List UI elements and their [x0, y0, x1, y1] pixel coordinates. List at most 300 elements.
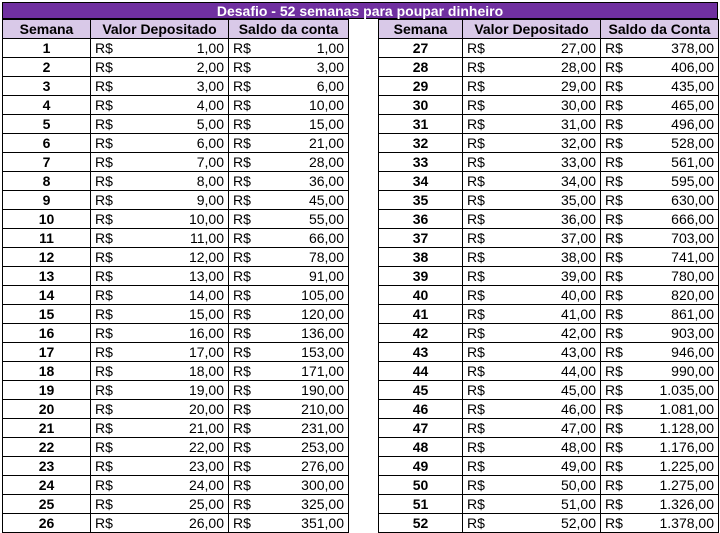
balance-amount: 253,00 — [301, 438, 344, 455]
deposit-amount: 51,00 — [560, 495, 596, 512]
deposit-cell — [91, 362, 229, 381]
table-row — [379, 305, 719, 324]
deposit-amount: 14,00 — [188, 286, 224, 303]
deposit-amount: 6,00 — [196, 134, 224, 151]
table-row — [3, 191, 349, 210]
currency-symbol: R$ — [95, 153, 113, 170]
deposit-amount: 49,00 — [560, 457, 596, 474]
currency-symbol: R$ — [605, 58, 623, 75]
week-number: 43 — [379, 343, 463, 362]
week-number: 8 — [3, 172, 91, 191]
week-number: 16 — [3, 324, 91, 343]
currency-symbol: R$ — [467, 400, 485, 417]
balance-cell — [229, 495, 349, 514]
balance-amount: 703,00 — [671, 229, 714, 246]
week-number: 5 — [3, 115, 91, 134]
balance-amount: 3,00 — [316, 58, 344, 75]
balance-amount: 300,00 — [301, 476, 344, 493]
deposit-cell — [463, 248, 601, 267]
week-number: 37 — [379, 229, 463, 248]
currency-symbol: R$ — [95, 305, 113, 322]
currency-symbol: R$ — [95, 267, 113, 284]
currency-symbol: R$ — [605, 419, 623, 436]
column-header-deposit: Valor Depositado — [91, 20, 229, 39]
balance-amount: 1.275,00 — [659, 476, 714, 493]
currency-symbol: R$ — [605, 172, 623, 189]
balance-cell — [601, 362, 719, 381]
week-number: 41 — [379, 305, 463, 324]
balance-amount: 10,00 — [308, 96, 344, 113]
week-number: 42 — [379, 324, 463, 343]
deposit-cell — [91, 286, 229, 305]
balance-cell — [601, 77, 719, 96]
deposit-amount: 17,00 — [188, 343, 224, 360]
deposit-amount: 28,00 — [560, 58, 596, 75]
balance-cell — [601, 172, 719, 191]
deposit-amount: 27,00 — [560, 39, 596, 56]
balance-cell — [601, 438, 719, 457]
currency-symbol: R$ — [467, 324, 485, 341]
deposit-cell — [463, 134, 601, 153]
deposit-cell — [463, 115, 601, 134]
week-number: 6 — [3, 134, 91, 153]
currency-symbol: R$ — [233, 172, 251, 189]
currency-symbol: R$ — [95, 191, 113, 208]
week-number: 33 — [379, 153, 463, 172]
deposit-amount: 10,00 — [188, 210, 224, 227]
deposit-amount: 29,00 — [560, 77, 596, 94]
balance-cell — [229, 362, 349, 381]
deposit-amount: 2,00 — [196, 58, 224, 75]
currency-symbol: R$ — [605, 381, 623, 398]
currency-symbol: R$ — [233, 286, 251, 303]
week-number: 17 — [3, 343, 91, 362]
table-row — [379, 343, 719, 362]
table-row — [3, 210, 349, 229]
deposit-cell — [463, 267, 601, 286]
deposit-cell — [463, 153, 601, 172]
table-row — [379, 39, 719, 58]
currency-symbol: R$ — [605, 362, 623, 379]
week-number: 48 — [379, 438, 463, 457]
table-row — [3, 134, 349, 153]
week-number: 21 — [3, 419, 91, 438]
deposit-amount: 11,00 — [190, 229, 224, 246]
balance-amount: 903,00 — [671, 324, 714, 341]
currency-symbol: R$ — [467, 191, 485, 208]
table-row — [379, 476, 719, 495]
table-row — [379, 77, 719, 96]
balance-cell — [601, 134, 719, 153]
balance-cell — [229, 419, 349, 438]
currency-symbol: R$ — [467, 514, 485, 531]
balance-amount: 1.176,00 — [659, 438, 714, 455]
deposit-cell — [91, 58, 229, 77]
deposit-amount: 32,00 — [560, 134, 596, 151]
deposit-cell — [91, 381, 229, 400]
deposit-cell — [91, 495, 229, 514]
currency-symbol: R$ — [605, 39, 623, 56]
currency-symbol: R$ — [605, 438, 623, 455]
deposit-cell — [91, 39, 229, 58]
currency-symbol: R$ — [467, 172, 485, 189]
currency-symbol: R$ — [605, 77, 623, 94]
table-row — [3, 39, 349, 58]
deposit-cell — [463, 191, 601, 210]
deposit-amount: 33,00 — [560, 153, 596, 170]
deposit-cell — [91, 457, 229, 476]
currency-symbol: R$ — [467, 58, 485, 75]
currency-symbol: R$ — [233, 457, 251, 474]
balance-amount: 1.035,00 — [659, 381, 714, 398]
table-row — [379, 58, 719, 77]
balance-cell — [601, 286, 719, 305]
currency-symbol: R$ — [467, 476, 485, 493]
balance-cell — [229, 381, 349, 400]
currency-symbol: R$ — [233, 39, 251, 56]
table-row — [379, 362, 719, 381]
deposit-amount: 42,00 — [560, 324, 596, 341]
balance-amount: 861,00 — [671, 305, 714, 322]
deposit-cell — [91, 115, 229, 134]
deposit-amount: 26,00 — [188, 514, 224, 531]
left-table-body — [3, 39, 349, 533]
table-row — [3, 362, 349, 381]
week-number: 36 — [379, 210, 463, 229]
table-row — [379, 248, 719, 267]
table-row — [3, 96, 349, 115]
balance-cell — [601, 457, 719, 476]
balance-cell — [229, 115, 349, 134]
deposit-cell — [463, 305, 601, 324]
currency-symbol: R$ — [233, 77, 251, 94]
currency-symbol: R$ — [233, 381, 251, 398]
deposit-amount: 39,00 — [560, 267, 596, 284]
balance-cell — [229, 324, 349, 343]
table-row — [3, 514, 349, 533]
deposit-amount: 34,00 — [560, 172, 596, 189]
deposit-cell — [463, 514, 601, 533]
week-number: 11 — [3, 229, 91, 248]
currency-symbol: R$ — [467, 229, 485, 246]
table-row — [379, 267, 719, 286]
currency-symbol: R$ — [233, 476, 251, 493]
balance-amount: 276,00 — [301, 457, 344, 474]
currency-symbol: R$ — [233, 343, 251, 360]
week-number: 13 — [3, 267, 91, 286]
balance-cell — [601, 39, 719, 58]
currency-symbol: R$ — [605, 96, 623, 113]
currency-symbol: R$ — [605, 476, 623, 493]
currency-symbol: R$ — [233, 324, 251, 341]
table-row — [3, 267, 349, 286]
balance-cell — [601, 248, 719, 267]
currency-symbol: R$ — [95, 400, 113, 417]
balance-cell — [601, 210, 719, 229]
week-number: 23 — [3, 457, 91, 476]
balance-cell — [601, 58, 719, 77]
table-row — [379, 495, 719, 514]
week-number: 7 — [3, 153, 91, 172]
currency-symbol: R$ — [467, 153, 485, 170]
balance-cell — [601, 115, 719, 134]
currency-symbol: R$ — [95, 229, 113, 246]
table-row — [379, 153, 719, 172]
balance-amount: 1.378,00 — [659, 514, 714, 531]
deposit-cell — [463, 476, 601, 495]
currency-symbol: R$ — [233, 58, 251, 75]
balance-amount: 136,00 — [301, 324, 344, 341]
week-number: 31 — [379, 115, 463, 134]
currency-symbol: R$ — [233, 153, 251, 170]
currency-symbol: R$ — [605, 495, 623, 512]
deposit-amount: 23,00 — [188, 457, 224, 474]
balance-amount: 171,00 — [301, 362, 344, 379]
balance-cell — [601, 495, 719, 514]
table-row — [379, 438, 719, 457]
table-row — [379, 286, 719, 305]
balance-cell — [229, 134, 349, 153]
balance-cell — [229, 248, 349, 267]
deposit-cell — [91, 343, 229, 362]
week-number: 28 — [379, 58, 463, 77]
table-row — [3, 343, 349, 362]
table-row — [379, 400, 719, 419]
balance-amount: 630,00 — [671, 191, 714, 208]
currency-symbol: R$ — [233, 115, 251, 132]
deposit-cell — [91, 248, 229, 267]
currency-symbol: R$ — [467, 267, 485, 284]
currency-symbol: R$ — [95, 362, 113, 379]
deposit-cell — [91, 153, 229, 172]
balance-amount: 36,00 — [308, 172, 344, 189]
balance-cell — [229, 457, 349, 476]
table-row — [379, 514, 719, 533]
deposit-cell — [463, 400, 601, 419]
deposit-cell — [463, 58, 601, 77]
table-row — [3, 400, 349, 419]
currency-symbol: R$ — [467, 77, 485, 94]
balance-amount: 465,00 — [671, 96, 714, 113]
currency-symbol: R$ — [467, 438, 485, 455]
week-number: 34 — [379, 172, 463, 191]
deposit-amount: 3,00 — [196, 77, 224, 94]
currency-symbol: R$ — [95, 343, 113, 360]
deposit-cell — [91, 191, 229, 210]
currency-symbol: R$ — [95, 381, 113, 398]
balance-cell — [229, 267, 349, 286]
table-row — [3, 248, 349, 267]
column-header-week: Semana — [379, 20, 463, 39]
left-table — [2, 19, 349, 533]
currency-symbol: R$ — [467, 305, 485, 322]
deposit-amount: 8,00 — [196, 172, 224, 189]
table-row — [379, 381, 719, 400]
deposit-cell — [463, 457, 601, 476]
deposit-amount: 41,00 — [560, 305, 596, 322]
deposit-amount: 24,00 — [188, 476, 224, 493]
balance-amount: 1.225,00 — [659, 457, 714, 474]
currency-symbol: R$ — [605, 191, 623, 208]
balance-cell — [601, 400, 719, 419]
deposit-amount: 30,00 — [560, 96, 596, 113]
right-header-row — [379, 20, 719, 39]
right-table — [378, 19, 719, 533]
week-number: 18 — [3, 362, 91, 381]
week-number: 52 — [379, 514, 463, 533]
table-row — [379, 229, 719, 248]
week-number: 38 — [379, 248, 463, 267]
sheet-title: Desafio - 52 semanas para poupar dinheiro — [2, 2, 718, 19]
currency-symbol: R$ — [95, 476, 113, 493]
currency-symbol: R$ — [233, 419, 251, 436]
column-header-deposit: Valor Depositado — [463, 20, 601, 39]
balance-amount: 15,00 — [308, 115, 344, 132]
table-row — [379, 115, 719, 134]
week-number: 51 — [379, 495, 463, 514]
balance-cell — [229, 286, 349, 305]
deposit-cell — [463, 381, 601, 400]
week-number: 50 — [379, 476, 463, 495]
balance-cell — [601, 305, 719, 324]
currency-symbol: R$ — [95, 438, 113, 455]
balance-amount: 120,00 — [301, 305, 344, 322]
currency-symbol: R$ — [467, 495, 485, 512]
deposit-cell — [91, 419, 229, 438]
currency-symbol: R$ — [467, 210, 485, 227]
balance-cell — [601, 514, 719, 533]
table-row — [3, 476, 349, 495]
currency-symbol: R$ — [233, 514, 251, 531]
currency-symbol: R$ — [467, 96, 485, 113]
week-number: 4 — [3, 96, 91, 115]
balance-amount: 6,00 — [316, 77, 344, 94]
right-table-body — [379, 39, 719, 533]
balance-cell — [601, 476, 719, 495]
currency-symbol: R$ — [467, 39, 485, 56]
currency-symbol: R$ — [95, 115, 113, 132]
currency-symbol: R$ — [233, 495, 251, 512]
currency-symbol: R$ — [467, 362, 485, 379]
balance-amount: 378,00 — [671, 39, 714, 56]
currency-symbol: R$ — [95, 324, 113, 341]
deposit-amount: 7,00 — [196, 153, 224, 170]
currency-symbol: R$ — [233, 134, 251, 151]
week-number: 19 — [3, 381, 91, 400]
balance-cell — [229, 96, 349, 115]
balance-cell — [601, 381, 719, 400]
deposit-cell — [91, 96, 229, 115]
currency-symbol: R$ — [233, 248, 251, 265]
currency-symbol: R$ — [95, 419, 113, 436]
currency-symbol: R$ — [233, 191, 251, 208]
deposit-cell — [463, 210, 601, 229]
balance-amount: 45,00 — [308, 191, 344, 208]
balance-cell — [601, 191, 719, 210]
table-row — [3, 77, 349, 96]
balance-cell — [601, 343, 719, 362]
table-row — [379, 96, 719, 115]
currency-symbol: R$ — [95, 96, 113, 113]
currency-symbol: R$ — [467, 115, 485, 132]
deposit-amount: 45,00 — [560, 381, 596, 398]
deposit-amount: 46,00 — [560, 400, 596, 417]
balance-amount: 153,00 — [301, 343, 344, 360]
balance-cell — [229, 229, 349, 248]
currency-symbol: R$ — [233, 229, 251, 246]
table-row — [379, 134, 719, 153]
deposit-cell — [91, 267, 229, 286]
balance-cell — [229, 153, 349, 172]
balance-amount: 105,00 — [301, 286, 344, 303]
deposit-amount: 47,00 — [560, 419, 596, 436]
currency-symbol: R$ — [95, 495, 113, 512]
table-row — [3, 305, 349, 324]
deposit-amount: 35,00 — [560, 191, 596, 208]
deposit-amount: 19,00 — [188, 381, 224, 398]
currency-symbol: R$ — [95, 457, 113, 474]
currency-symbol: R$ — [605, 115, 623, 132]
balance-amount: 66,00 — [308, 229, 344, 246]
deposit-cell — [91, 172, 229, 191]
currency-symbol: R$ — [467, 457, 485, 474]
week-number: 1 — [3, 39, 91, 58]
week-number: 29 — [379, 77, 463, 96]
balance-amount: 561,00 — [671, 153, 714, 170]
balance-amount: 820,00 — [671, 286, 714, 303]
balance-cell — [229, 210, 349, 229]
currency-symbol: R$ — [605, 400, 623, 417]
balance-cell — [229, 343, 349, 362]
table-row — [3, 115, 349, 134]
balance-cell — [601, 419, 719, 438]
deposit-amount: 21,00 — [188, 419, 224, 436]
deposit-amount: 9,00 — [196, 191, 224, 208]
balance-amount: 210,00 — [301, 400, 344, 417]
week-number: 9 — [3, 191, 91, 210]
deposit-cell — [463, 96, 601, 115]
week-number: 24 — [3, 476, 91, 495]
currency-symbol: R$ — [467, 248, 485, 265]
deposit-amount: 4,00 — [196, 96, 224, 113]
balance-amount: 1.326,00 — [659, 495, 714, 512]
balance-amount: 91,00 — [308, 267, 344, 284]
deposit-cell — [91, 514, 229, 533]
deposit-cell — [91, 229, 229, 248]
currency-symbol: R$ — [233, 400, 251, 417]
deposit-cell — [463, 324, 601, 343]
balance-cell — [601, 324, 719, 343]
currency-symbol: R$ — [467, 286, 485, 303]
currency-symbol: R$ — [95, 58, 113, 75]
week-number: 44 — [379, 362, 463, 381]
column-header-week: Semana — [3, 20, 91, 39]
currency-symbol: R$ — [233, 305, 251, 322]
deposit-amount: 52,00 — [560, 514, 596, 531]
tables-area — [2, 19, 718, 531]
currency-symbol: R$ — [605, 457, 623, 474]
currency-symbol: R$ — [233, 438, 251, 455]
balance-cell — [229, 476, 349, 495]
week-number: 10 — [3, 210, 91, 229]
currency-symbol: R$ — [95, 286, 113, 303]
deposit-cell — [463, 438, 601, 457]
balance-amount: 595,00 — [671, 172, 714, 189]
deposit-amount: 43,00 — [560, 343, 596, 360]
deposit-amount: 36,00 — [560, 210, 596, 227]
deposit-amount: 25,00 — [188, 495, 224, 512]
deposit-amount: 20,00 — [188, 400, 224, 417]
